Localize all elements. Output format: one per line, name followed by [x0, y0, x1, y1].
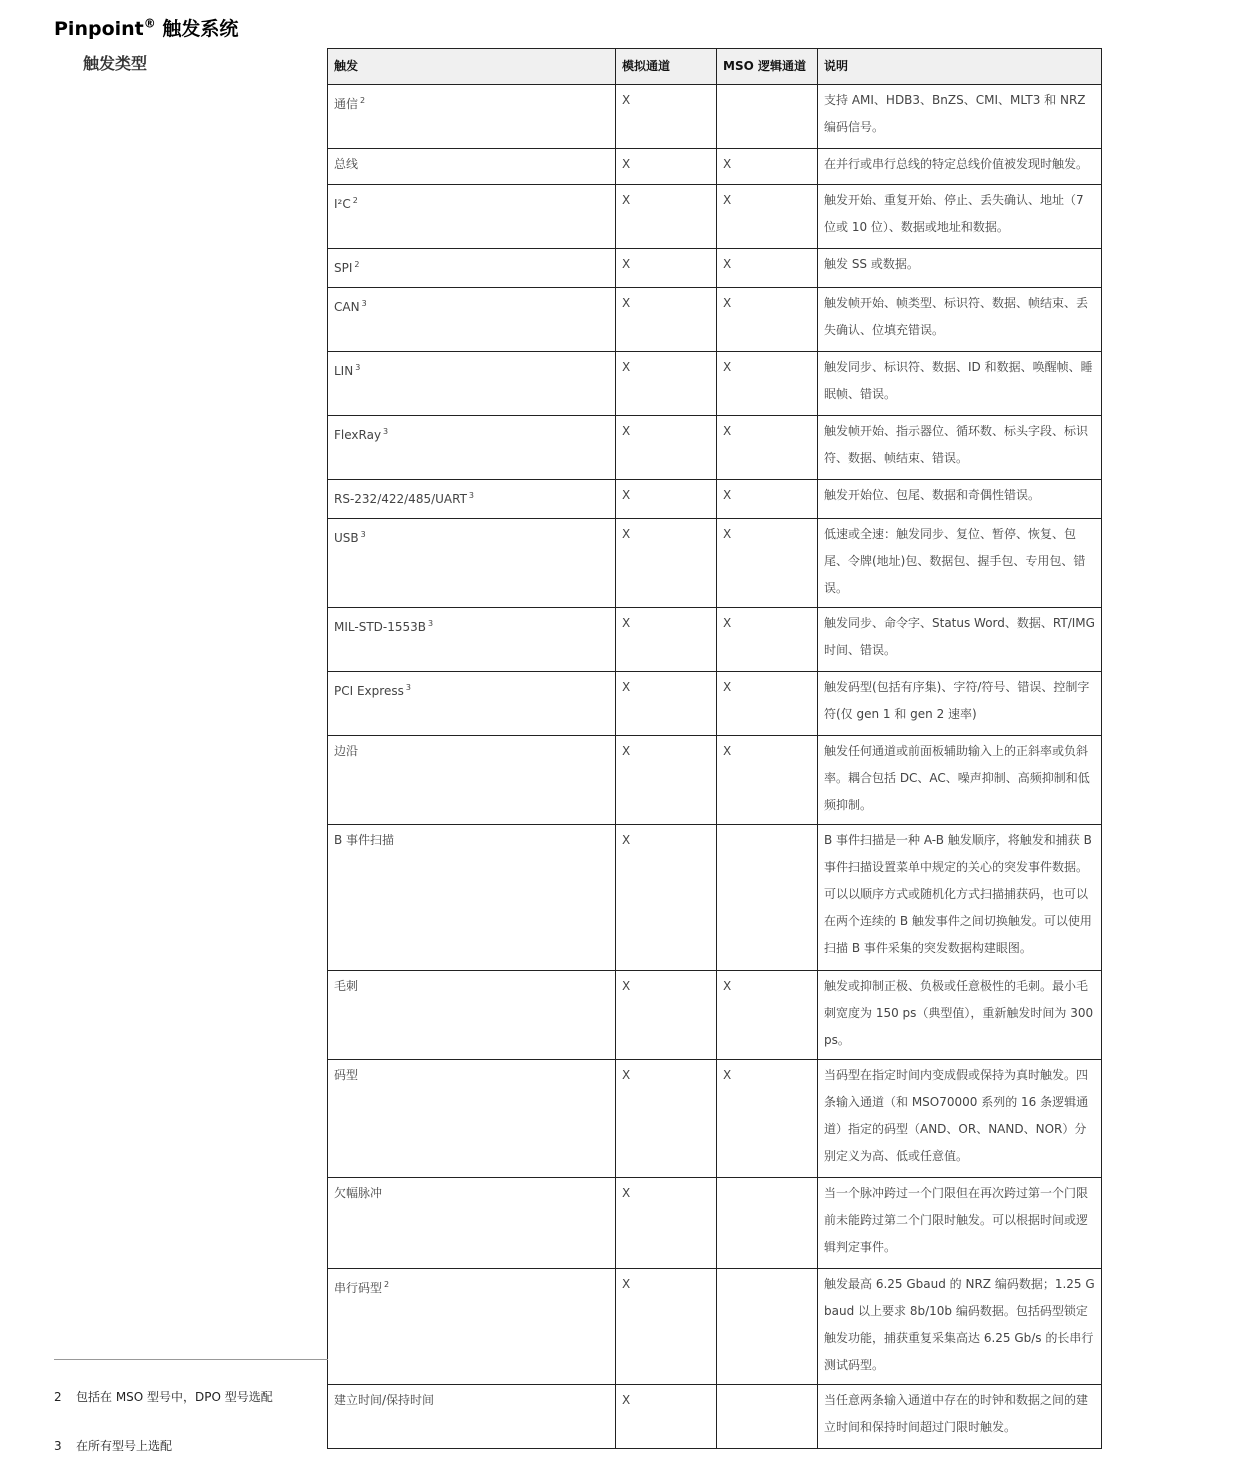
description-cell: 当任意两条输入通道中存在的时钟和数据之间的建立时间和保持时间超过门限时触发。	[818, 1385, 1102, 1449]
mso-channel-cell	[717, 825, 818, 971]
analog-channel-cell: X	[616, 85, 717, 149]
mso-channel-cell	[717, 1269, 818, 1385]
description-cell: B 事件扫描是一种 A-B 触发顺序，将触发和捕获 B 事件扫描设置菜单中规定的关心的突发事件数据。可以以顺序方式或随机化方式扫描捕获码，也可以在两个连续的 B 触发事件之间切换触发。可以使用扫描 B 事件采集的突发数据构建眼图。	[818, 825, 1102, 971]
trigger-cell: 毛刺	[328, 971, 616, 1060]
analog-channel-cell: X	[616, 971, 717, 1060]
description-cell: 触发或抑制正极、负极或任意极性的毛刺。最小毛刺宽度为 150 ps（典型值），重新触发时间为 300 ps。	[818, 971, 1102, 1060]
mso-channel-cell	[717, 85, 818, 149]
description-cell: 在并行或串行总线的特定总线价值被发现时触发。	[818, 149, 1102, 185]
description-cell: 触发同步、命令字、Status Word、数据、RT/IMG 时间、错误。	[818, 608, 1102, 672]
footnote-ref: 3	[468, 491, 475, 500]
table-row	[328, 1178, 1102, 1269]
table-header-row	[328, 49, 1102, 85]
description-cell: 触发帧开始、帧类型、标识符、数据、帧结束、丢失确认、位填充错误。	[818, 288, 1102, 352]
footnote-ref: 3	[405, 683, 411, 692]
analog-channel-cell: X	[616, 416, 717, 480]
footnote-ref: 2	[354, 260, 360, 269]
trigger-cell: MIL-STD-1553B $^3$	[328, 608, 616, 672]
table-row	[328, 249, 1102, 288]
footnote-ref: 3	[360, 530, 366, 539]
table-row	[328, 672, 1102, 736]
analog-channel-cell: X	[616, 1178, 717, 1269]
trigger-cell: RS-232/422/485/UART $^3$	[328, 480, 616, 519]
table-row	[328, 149, 1102, 185]
description-cell: 触发开始位、包尾、数据和奇偶性错误。	[818, 480, 1102, 519]
footnote-ref: 2	[384, 1280, 390, 1289]
analog-channel-cell: X	[616, 480, 717, 519]
analog-channel-cell: X	[616, 288, 717, 352]
analog-channel-cell: X	[616, 352, 717, 416]
trigger-cell: SPI $^2$	[328, 249, 616, 288]
page-title: Pinpoint® 触发系统	[54, 16, 239, 40]
table-row	[328, 288, 1102, 352]
trigger-cell: 边沿	[328, 736, 616, 825]
footnote-ref: 3	[428, 619, 434, 628]
analog-channel-cell: X	[616, 608, 717, 672]
analog-channel-cell: X	[616, 1385, 717, 1449]
analog-channel-cell: X	[616, 825, 717, 971]
analog-channel-cell: X	[616, 1269, 717, 1385]
analog-channel-cell: X	[616, 149, 717, 185]
description-cell: 触发码型(包括有序集)、字符/符号、错误、控制字符(仅 gen 1 和 gen 2 速率)	[818, 672, 1102, 736]
description-cell: 触发 SS 或数据。	[818, 249, 1102, 288]
mso-channel-cell: X	[717, 736, 818, 825]
analog-channel-cell: X	[616, 185, 717, 249]
mso-channel-cell: X	[717, 480, 818, 519]
table-row	[328, 185, 1102, 249]
mso-channel-cell: X	[717, 971, 818, 1060]
mso-channel-cell: X	[717, 608, 818, 672]
trigger-cell: USB $^3$	[328, 519, 616, 608]
trigger-cell: CAN $^3$	[328, 288, 616, 352]
footnote: 3 在所有型号上选配	[54, 1439, 173, 1453]
trigger-cell: LIN $^3$	[328, 352, 616, 416]
description-cell: 当码型在指定时间内变成假或保持为真时触发。四条输入通道（和 MSO70000 系列的 16 条逻辑通道）指定的码型（AND、OR、NAND、NOR）分别定义为高、低或任意值。	[818, 1060, 1102, 1178]
mso-channel-cell	[717, 1178, 818, 1269]
mso-channel-cell: X	[717, 185, 818, 249]
trigger-cell: 通信 $^2$	[328, 85, 616, 149]
description-cell: 触发同步、标识符、数据、ID 和数据、唤醒帧、睡眠帧、错误。	[818, 352, 1102, 416]
trigger-types-table	[327, 48, 1102, 1449]
table-row	[328, 1385, 1102, 1449]
footnote-divider	[54, 1359, 328, 1360]
footnote-ref: 2	[360, 96, 366, 105]
table-row	[328, 608, 1102, 672]
description-cell: 触发开始、重复开始、停止、丢失确认、地址（7 位或 10 位）、数据或地址和数据。	[818, 185, 1102, 249]
mso-channel-cell: X	[717, 672, 818, 736]
description-cell: 触发帧开始、指示器位、循环数、标头字段、标识符、数据、帧结束、错误。	[818, 416, 1102, 480]
mso-channel-cell: X	[717, 1060, 818, 1178]
table-row	[328, 736, 1102, 825]
trigger-cell: 码型	[328, 1060, 616, 1178]
analog-channel-cell: X	[616, 1060, 717, 1178]
footnote-ref: 3	[355, 363, 361, 372]
mso-channel-cell: X	[717, 149, 818, 185]
footnote: 2 包括在 MSO 型号中，DPO 型号选配	[54, 1390, 273, 1404]
trigger-cell: I²C $^2$	[328, 185, 616, 249]
description-cell: 支持 AMI、HDB3、BnZS、CMI、MLT3 和 NRZ 编码信号。	[818, 85, 1102, 149]
trigger-cell: 建立时间/保持时间	[328, 1385, 616, 1449]
column-header-trigger: 触发	[328, 49, 616, 85]
table-row	[328, 480, 1102, 519]
footnote-ref: 3	[361, 299, 367, 308]
mso-channel-cell: X	[717, 519, 818, 608]
description-cell: 低速或全速：触发同步、复位、暂停、恢复、包尾、令牌(地址)包、数据包、握手包、专用包、错误。	[818, 519, 1102, 608]
trigger-cell: B 事件扫描	[328, 825, 616, 971]
footnote-ref: 3	[383, 427, 389, 436]
trigger-cell: 总线	[328, 149, 616, 185]
column-header-mso: MSO 逻辑通道	[717, 49, 818, 85]
description-cell: 触发最高 6.25 Gbaud 的 NRZ 编码数据；1.25 Gbaud 以上要求 8b/10b 编码数据。包括码型锁定触发功能，捕获重复采集高达 6.25 Gb/s 的长串行测试码型。	[818, 1269, 1102, 1385]
mso-channel-cell	[717, 1385, 818, 1449]
table-row	[328, 825, 1102, 971]
footnote-ref: 2	[352, 196, 358, 205]
column-header-description: 说明	[818, 49, 1102, 85]
mso-channel-cell: X	[717, 288, 818, 352]
section-title: 触发类型	[83, 54, 148, 73]
trigger-cell: FlexRay $^3$	[328, 416, 616, 480]
analog-channel-cell: X	[616, 672, 717, 736]
trigger-cell: 串行码型 $^2$	[328, 1269, 616, 1385]
table-row	[328, 416, 1102, 480]
table-row	[328, 85, 1102, 149]
table-row	[328, 1269, 1102, 1385]
table-row	[328, 1060, 1102, 1178]
analog-channel-cell: X	[616, 249, 717, 288]
description-cell: 触发任何通道或前面板辅助输入上的正斜率或负斜率。耦合包括 DC、AC、噪声抑制、高频抑制和低频抑制。	[818, 736, 1102, 825]
table-row	[328, 519, 1102, 608]
trigger-cell: 欠幅脉冲	[328, 1178, 616, 1269]
analog-channel-cell: X	[616, 519, 717, 608]
table-row	[328, 352, 1102, 416]
description-cell: 当一个脉冲跨过一个门限但在再次跨过第一个门限前未能跨过第二个门限时触发。可以根据时间或逻辑判定事件。	[818, 1178, 1102, 1269]
mso-channel-cell: X	[717, 352, 818, 416]
mso-channel-cell: X	[717, 416, 818, 480]
analog-channel-cell: X	[616, 736, 717, 825]
column-header-analog: 模拟通道	[616, 49, 717, 85]
trigger-cell: PCI Express $^3$	[328, 672, 616, 736]
table-row	[328, 971, 1102, 1060]
mso-channel-cell: X	[717, 249, 818, 288]
